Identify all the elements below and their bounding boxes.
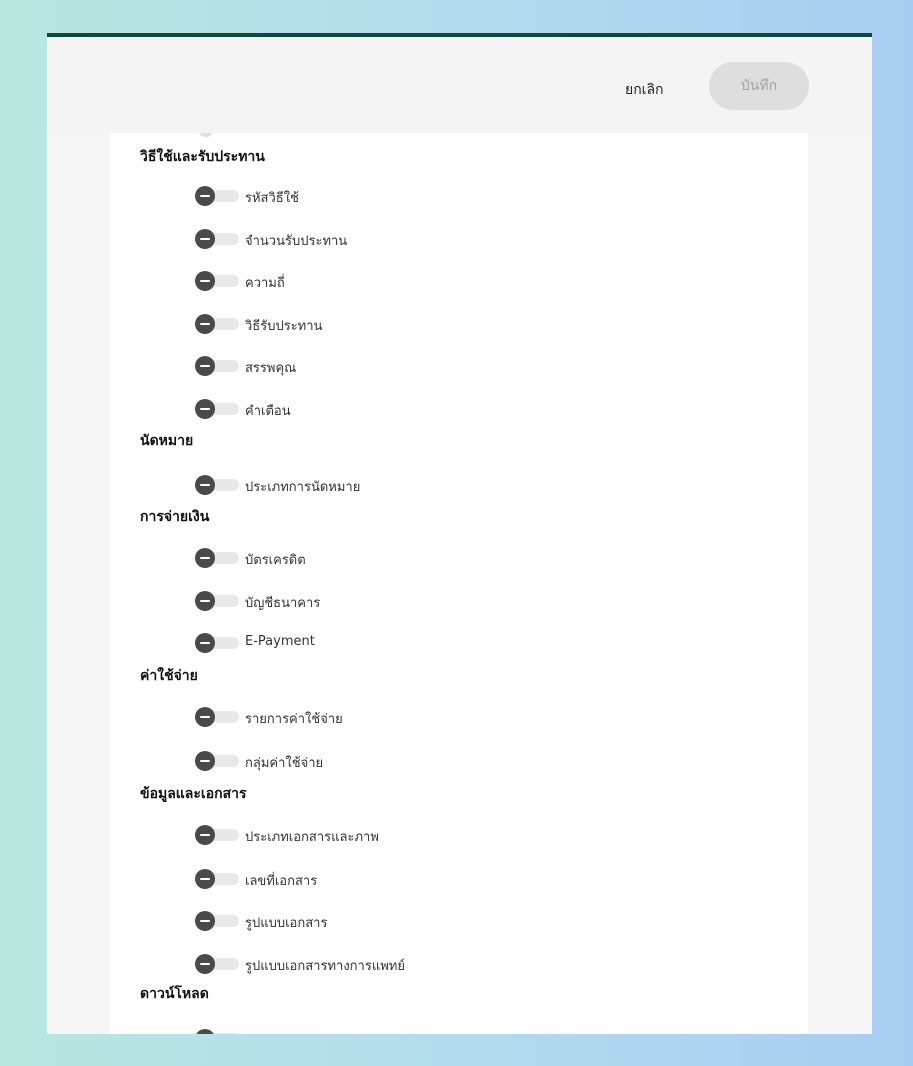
minus-icon — [195, 825, 215, 845]
permission-label: สรรพคุณ — [245, 361, 297, 376]
permission-item[interactable] — [195, 705, 595, 729]
minus-icon — [195, 1029, 215, 1034]
permission-item[interactable] — [195, 312, 595, 336]
permission-label: รายการค่าใช้จ่าย — [245, 712, 343, 727]
minus-icon — [195, 475, 215, 495]
toggle-switch[interactable] — [195, 356, 239, 376]
settings-window — [47, 33, 872, 1034]
toggle-switch[interactable] — [195, 271, 239, 291]
section-title-usage: วิธีใช้และรับประทาน — [140, 149, 265, 165]
permission-label: วิธีรับประทาน — [245, 319, 323, 334]
toggle-partial — [199, 133, 213, 137]
minus-icon — [195, 548, 215, 568]
save-button[interactable]: บันทึก — [709, 62, 809, 110]
permission-label: บัตรเครดิต — [245, 553, 306, 568]
permission-item[interactable] — [195, 867, 595, 891]
permission-item[interactable] — [195, 184, 595, 208]
permission-label: รูปแบบเอกสาร — [245, 916, 328, 931]
permission-item[interactable] — [195, 1027, 595, 1034]
toggle-switch[interactable] — [195, 633, 239, 653]
section-title-payment: การจ่ายเงิน — [140, 509, 210, 525]
permission-item[interactable] — [195, 823, 595, 847]
permission-label: รหัสวิธีใช้ — [245, 191, 299, 206]
permission-item[interactable] — [195, 631, 595, 655]
permission-item[interactable] — [195, 354, 595, 378]
toggle-switch[interactable] — [195, 314, 239, 334]
toggle-switch[interactable] — [195, 548, 239, 568]
minus-icon — [195, 314, 215, 334]
cancel-button[interactable]: ยกเลิก — [625, 79, 664, 101]
minus-icon — [195, 399, 215, 419]
toggle-switch[interactable] — [195, 591, 239, 611]
section-title-download: ดาวน์โหลด — [140, 986, 209, 1002]
section-title-documents: ข้อมูลและเอกสาร — [140, 786, 247, 802]
toggle-switch[interactable] — [195, 1029, 239, 1034]
permission-item[interactable] — [195, 546, 595, 570]
permission-item[interactable] — [195, 749, 595, 773]
dialog-header — [47, 37, 872, 133]
minus-icon — [195, 751, 215, 771]
permissions-list — [110, 133, 808, 1034]
minus-icon — [195, 954, 215, 974]
permission-item[interactable] — [195, 397, 595, 421]
minus-icon — [195, 271, 215, 291]
toggle-switch[interactable] — [195, 911, 239, 931]
minus-icon — [195, 186, 215, 206]
toggle-switch[interactable] — [195, 399, 239, 419]
toggle-switch[interactable] — [195, 825, 239, 845]
permission-label: บัญชีธนาคาร — [245, 596, 321, 611]
permission-item[interactable] — [195, 589, 595, 613]
permission-label: ประเภทการนัดหมาย — [245, 480, 361, 495]
permission-item[interactable] — [195, 227, 595, 251]
permission-label: ความถี่ — [245, 276, 285, 291]
permission-label: กลุ่มค่าใช้จ่าย — [245, 756, 324, 771]
toggle-switch[interactable] — [195, 707, 239, 727]
permission-label: E-Payment — [245, 634, 315, 649]
permission-item[interactable] — [195, 473, 595, 497]
permission-item[interactable] — [195, 909, 595, 933]
permission-item[interactable] — [195, 269, 595, 293]
minus-icon — [195, 869, 215, 889]
permission-label: จำนวนรับประทาน — [245, 234, 348, 249]
toggle-switch[interactable] — [195, 869, 239, 889]
section-title-appointment: นัดหมาย — [140, 433, 194, 449]
permission-item[interactable] — [195, 952, 595, 976]
toggle-switch[interactable] — [195, 751, 239, 771]
permission-label: รูปแบบเอกสารทางการแพทย์ — [245, 959, 405, 974]
minus-icon — [195, 911, 215, 931]
toggle-switch[interactable] — [195, 475, 239, 495]
minus-icon — [195, 229, 215, 249]
permission-label: ประเภทเอกสารและภาพ — [245, 830, 379, 845]
toggle-switch[interactable] — [195, 954, 239, 974]
minus-icon — [195, 707, 215, 727]
minus-icon — [195, 633, 215, 653]
toggle-switch[interactable] — [195, 186, 239, 206]
section-title-expenses: ค่าใช้จ่าย — [140, 668, 198, 684]
toggle-switch[interactable] — [195, 229, 239, 249]
minus-icon — [195, 356, 215, 376]
permission-label: เลขที่เอกสาร — [245, 874, 318, 889]
permission-label: คำเตือน — [245, 404, 291, 419]
minus-icon — [195, 591, 215, 611]
